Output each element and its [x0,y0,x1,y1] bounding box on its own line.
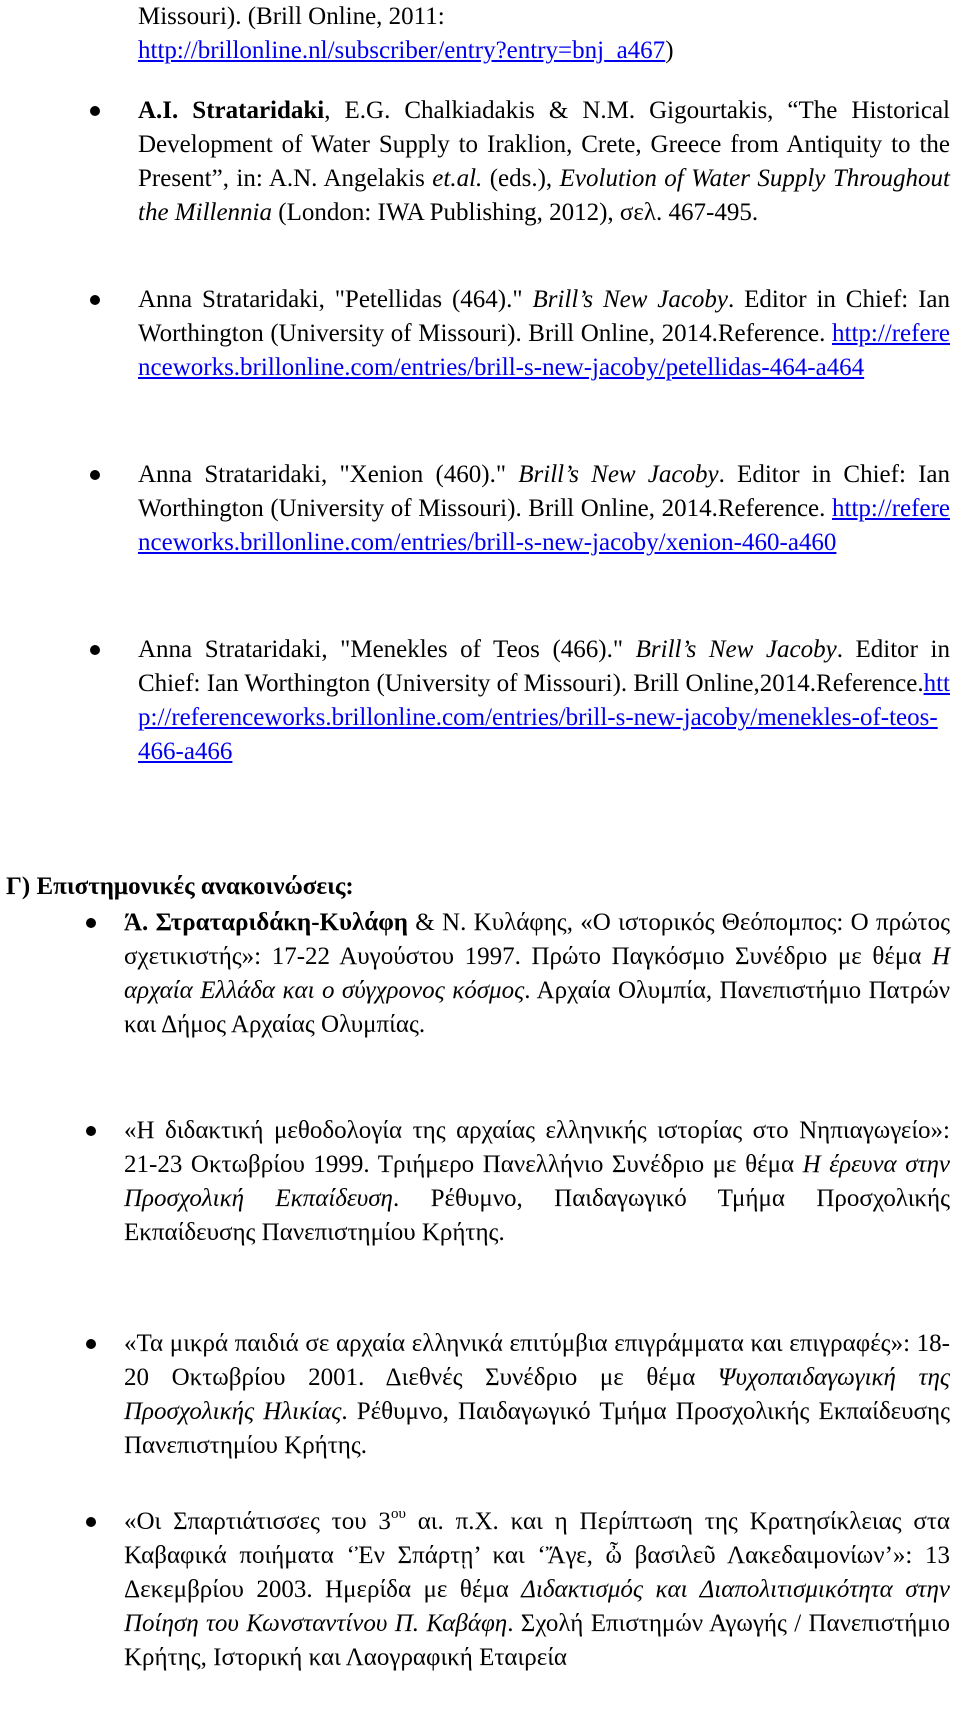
entry-eds: (eds.), [482,165,560,192]
reference-link-menekles[interactable]: http://referenceworks.brillonline.com/entries/brill-s-new-jacoby/menekles-of-teos-466-a466 [138,670,950,765]
entry-post: . Αρχαία Ολυμπία, Πανεπιστήμιο Πατρών και Δήμος Αρχαίας Ολυμπίας. [124,977,950,1038]
list-item [124,1114,950,1250]
entry-pre: «Οι Σπαρτιάτισσες του 3 [124,1508,391,1535]
entry-title: Brill’s New Jacoby [635,636,837,663]
entry-pre: Anna Strataridaki, "Petellidas (464)." [138,286,533,313]
list-item [124,1505,950,1675]
entry-book-title: Evolution of Water Supply Throughout the Millennia [138,165,950,226]
bullet-icon [86,918,96,928]
bullet-icon [86,1126,96,1136]
entry-pre-cont: αι. π.Χ. και η Περίπτωση της Κρατησίκλειας στα Καβαφικά ποιήματα ‘Ἐν Σπάρτῃ’ και ‘Ἄγε, ὦ βασιλεῦ Λακεδαιμονίων’»: 13 Δεκεμβρίου 2003. Ημερίδα με θέμα [124,1508,950,1603]
entry-post: . Editor in Chief: Ian Worthington (University of Missouri). Brill Online, 2014.Reference. [138,461,951,522]
list-item [124,906,950,1042]
list-item [138,94,950,230]
entry-post: . Editor in Chief: Ian Worthington (University of Missouri). Brill Online, 2014.Reference. [138,286,951,347]
bullet-icon [90,470,100,480]
entry-authors-bold: A.I. Strataridaki [138,97,325,124]
entry-theme: Ψυχοπαιδαγωγική της Προσχολικής Ηλικίας [124,1364,951,1425]
entry-pre: & Ν. Κυλάφης, «Ο ιστορικός Θεόπομπος: Ο πρώτος σχετικιστής»: 17-22 Αυγούστου 1997. Πρώτο Παγκόσμιο Συνέδριο με θέμα [124,909,950,970]
brill-link-bnj-a467[interactable]: http://brillonline.nl/subscriber/entry?entry=bnj_a467 [138,37,666,64]
reference-link-petellidas[interactable]: http://referenceworks.brillonline.com/entries/brill-s-new-jacoby/petellidas-464-a464 [138,320,950,381]
bullet-icon [86,1339,96,1349]
entry-post: . Σχολή Επιστημών Αγωγής / Πανεπιστήμιο Κρήτης, Ιστορική και Λαογραφική Εταιρεία [124,1610,951,1671]
list-item [138,283,950,385]
entry-title: Brill’s New Jacoby [518,461,719,488]
bullet-icon [90,106,100,116]
entry-publisher: (London: IWA Publishing, 2012), σελ. 467-495. [272,199,759,226]
entry-authors: , E.G. Chalkiadakis & N.M. Gigourtakis, “The Historical Development of Water Supply to Iraklion, Crete, Greece from Antiquity to the Present”, in: A.N. Angelakis [138,97,950,192]
continued-entry [138,0,950,68]
entry-post: . Ρέθυμνο, Παιδαγωγικό Τμήμα Προσχολικής Εκπαίδευσης Πανεπιστημίου Κρήτης. [124,1398,950,1459]
section-heading: Γ) Επιστημονικές ανακοινώσεις: [6,873,354,900]
entry-etal: et.al. [432,165,483,192]
entry-theme: Η έρευνα στην Προσχολική Εκπαίδευση [124,1151,950,1212]
entry-pre: Anna Strataridaki, "Xenion (460)." [138,461,519,488]
entry-theme: Διδακτισμός και Διαπολιτισμικότητα στην Ποίηση του Κωνσταντίνου Π. Καβάφη [124,1576,950,1637]
entry-pre: «Η διδακτική μεθοδολογία της αρχαίας ελληνικής ιστορίας στο Νηπιαγωγείο»: 21-23 Οκτωβρίου 1999. Τριήμερο Πανελλήνιο Συνέδριο με θέμα [124,1117,950,1178]
bullet-icon [90,295,100,305]
list-item [124,1327,950,1463]
entry-superscript: ου [390,1506,406,1522]
bullet-icon [86,1517,96,1527]
closing-paren: ) [665,37,674,64]
entry-authors-bold: Ά. Στραταριδάκη-Κυλάφη [124,909,408,936]
entry-post: . Editor in Chief: Ian Worthington (University of Missouri). Brill Online,2014.Reference. [138,636,950,697]
entry-pre: Anna Strataridaki, "Menekles of Teos (466)." [138,636,636,663]
entry-theme: Η αρχαία Ελλάδα και ο σύγχρονος κόσμος [124,943,950,1004]
continued-text: Missouri). (Brill Online, 2011: [138,3,445,30]
entry-post: . Ρέθυμνο, Παιδαγωγικό Τμήμα Προσχολικής Εκπαίδευσης Πανεπιστημίου Κρήτης. [124,1185,950,1246]
bullet-icon [90,645,100,655]
reference-link-xenion[interactable]: http://referenceworks.brillonline.com/entries/brill-s-new-jacoby/xenion-460-a460 [138,495,950,556]
list-item [138,458,950,560]
entry-pre: «Τα μικρά παιδιά σε αρχαία ελληνικά επιτύμβια επιγράμματα και επιγραφές»: 18-20 Οκτωβρίου 2001. Διεθνές Συνέδριο με θέμα [124,1330,950,1391]
list-item [138,633,950,769]
entry-title: Brill’s New Jacoby [532,286,729,313]
